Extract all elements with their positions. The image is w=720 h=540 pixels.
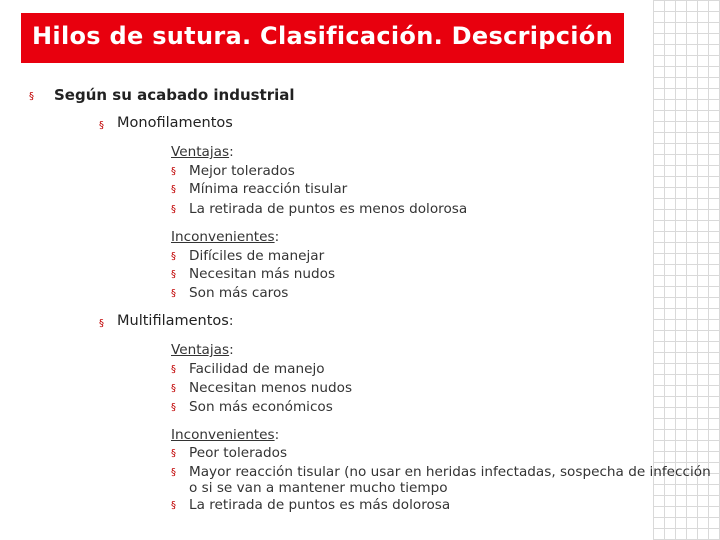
- slide-title: Hilos de sutura. Clasificación. Descripción: [32, 22, 613, 50]
- bullet-icon: §: [171, 269, 176, 280]
- mono-ventajas-label: Ventajas:: [171, 144, 234, 160]
- list-item: Necesitan más nudos: [189, 266, 336, 282]
- bullet-icon: §: [171, 448, 176, 459]
- list-item: Necesitan menos nudos: [189, 380, 353, 396]
- decorative-grid: [653, 0, 720, 540]
- multi-heading: Multifilamentos:: [117, 313, 234, 329]
- mono-inconvenientes-label: Inconvenientes:: [171, 229, 280, 245]
- list-item: Peor tolerados: [189, 445, 288, 461]
- bullet-icon: §: [29, 91, 34, 102]
- bullet-icon: §: [171, 251, 176, 262]
- list-item: La retirada de puntos es más dolorosa: [189, 497, 451, 513]
- section-heading: Según su acabado industrial: [54, 86, 295, 104]
- multi-inconvenientes-label: Inconvenientes:: [171, 427, 280, 443]
- list-item: Mínima reacción tisular: [189, 181, 348, 197]
- list-item: Difíciles de manejar: [189, 248, 325, 264]
- bullet-icon: §: [171, 288, 176, 299]
- bullet-icon: §: [171, 383, 176, 394]
- list-item: Mejor tolerados: [189, 163, 295, 179]
- bullet-icon: §: [171, 467, 176, 478]
- list-item: Son más caros: [189, 285, 289, 301]
- list-item-continuation: o si se van a mantener mucho tiempo: [189, 480, 448, 496]
- list-item: Son más económicos: [189, 399, 333, 415]
- bullet-icon: §: [171, 402, 176, 413]
- bullet-icon: §: [171, 166, 176, 177]
- list-item: Mayor reacción tisular (no usar en heridas infectadas, sospecha de infección: [189, 464, 711, 480]
- bullet-icon: §: [171, 204, 176, 215]
- bullet-icon: §: [99, 318, 104, 329]
- list-item: Facilidad de manejo: [189, 361, 325, 377]
- multi-ventajas-label: Ventajas:: [171, 342, 234, 358]
- bullet-icon: §: [99, 120, 104, 131]
- bullet-icon: §: [171, 500, 176, 511]
- bullet-icon: §: [171, 184, 176, 195]
- title-bar: [21, 13, 624, 63]
- mono-heading: Monofilamentos: [117, 115, 233, 131]
- list-item: La retirada de puntos es menos dolorosa: [189, 201, 468, 217]
- bullet-icon: §: [171, 364, 176, 375]
